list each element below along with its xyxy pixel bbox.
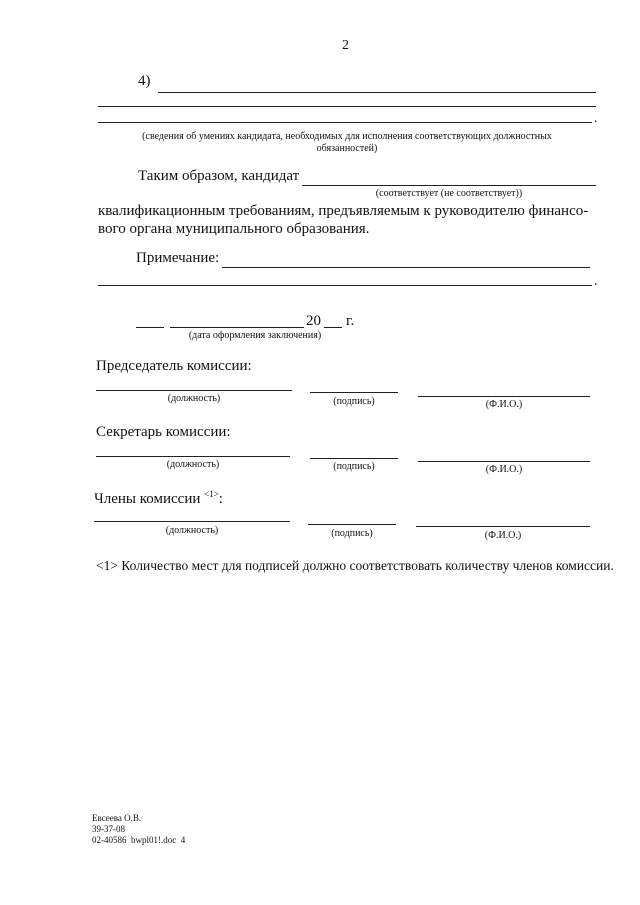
members-signature-line [308, 524, 396, 525]
secretary-signature-caption: (подпись) [333, 461, 375, 472]
chairman-signature-line [310, 392, 398, 393]
footer-phone: 39-37-08 [92, 824, 125, 834]
date-year-suffix: г. [346, 313, 355, 329]
chairman-position-line [96, 390, 292, 391]
conclusion-text-line-2: вого органа муниципального образования. [98, 221, 370, 237]
note-label: Примечание: [136, 250, 220, 266]
members-footnote-ref: <1> [204, 489, 219, 499]
members-title-colon: : [218, 491, 223, 507]
members-title-text: Члены комиссии [94, 491, 201, 507]
conclusion-text-line-1: квалификационным требованиям, предъявляемым к руководителю финансо- [98, 203, 589, 219]
secretary-signature-line [310, 458, 398, 459]
note-line-1 [222, 267, 590, 268]
secretary-position-caption: (должность) [166, 459, 220, 470]
note-trailing-dot: . [594, 274, 598, 289]
footer-file: 02-40586 bwpl01!.doc 4 [92, 835, 186, 845]
secretary-position-line [96, 456, 290, 457]
chairman-signature-caption: (подпись) [333, 396, 375, 407]
chairman-position-caption: (должность) [167, 393, 221, 404]
secretary-title: Секретарь комиссии: [96, 424, 231, 440]
item-4-line-1 [158, 92, 596, 93]
item-4-caption-line-2: обязанностей) [316, 143, 378, 154]
footer-author: Евсеева О.В. [92, 813, 142, 823]
date-day-line [136, 327, 164, 328]
conclusion-caption: (соответствует (не соответствует)) [375, 188, 523, 199]
footnote: <1> Количество мест для подписей должно соответствовать количеству членов комиссии. [96, 558, 614, 573]
item-4-line-3 [98, 122, 592, 123]
members-title [94, 489, 223, 508]
item-4-caption-line-1: (сведения об умениях кандидата, необходимых для исполнения соответствующих должностных [142, 131, 552, 142]
secretary-name-line [418, 461, 590, 462]
date-year-prefix: 20 [306, 313, 321, 329]
members-signature-caption: (подпись) [331, 528, 373, 539]
note-line-2 [98, 285, 592, 286]
chairman-name-caption: (Ф.И.О.) [485, 399, 523, 410]
date-caption: (дата оформления заключения) [188, 330, 322, 341]
members-name-caption: (Ф.И.О.) [484, 530, 522, 541]
item-4-label: 4) [138, 73, 151, 89]
date-month-line [170, 327, 304, 328]
page-number: 2 [342, 38, 349, 53]
item-4-trailing-dot: . [594, 111, 598, 126]
members-name-line [416, 526, 590, 527]
secretary-name-caption: (Ф.И.О.) [485, 464, 523, 475]
chairman-name-line [418, 396, 590, 397]
item-4-line-2 [98, 106, 596, 107]
conclusion-line [302, 185, 596, 186]
footer [92, 813, 185, 846]
members-position-line [94, 521, 290, 522]
conclusion-lead: Таким образом, кандидат [138, 168, 300, 184]
chairman-title: Председатель комиссии: [96, 358, 252, 374]
members-position-caption: (должность) [165, 525, 219, 536]
date-year-line [324, 327, 342, 328]
